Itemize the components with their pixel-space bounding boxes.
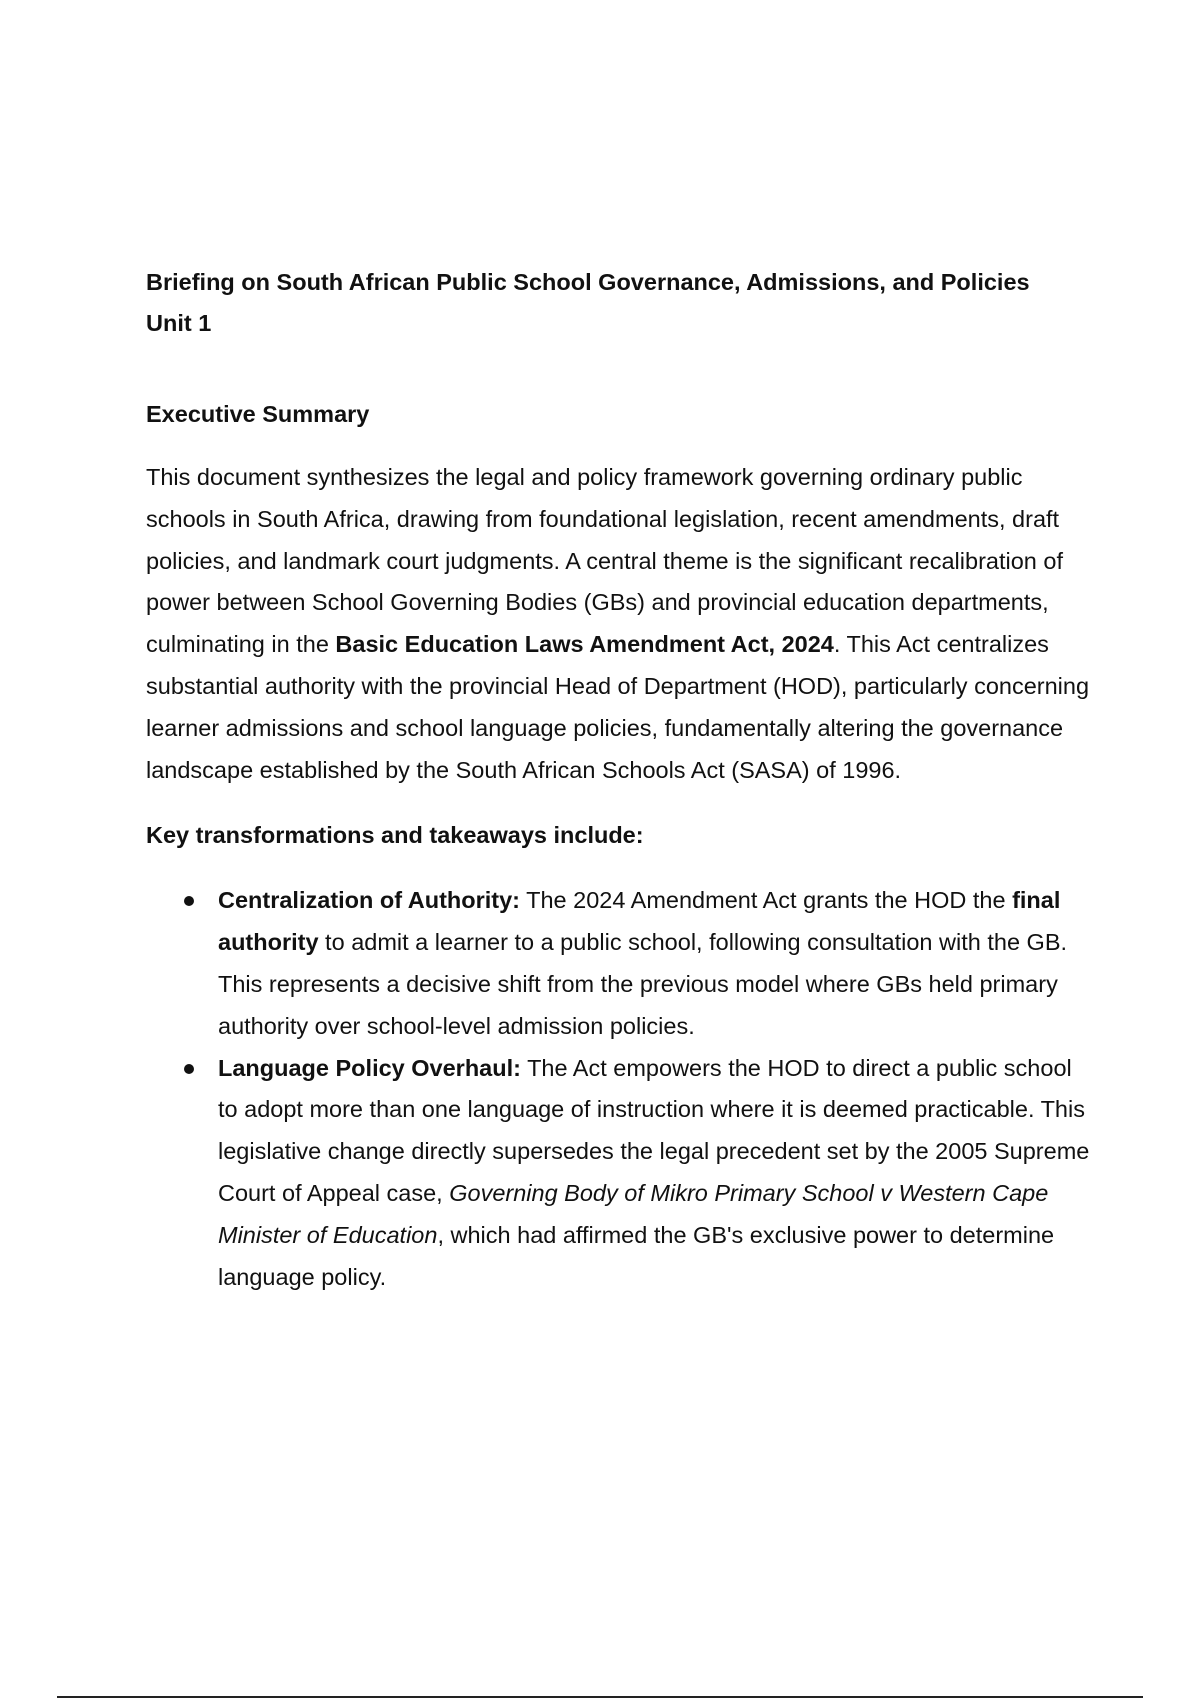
document-subtitle: Unit 1 — [146, 310, 212, 336]
bullet-text-part-2: to admit a learner to a public school, following consultation with the GB. This represents a decisive shift from the previous model where GBs held primary authority over school-level admission policies. — [218, 929, 1068, 1039]
key-transformations-list — [146, 880, 1096, 1298]
bullet-emphasis: final authority — [218, 887, 1061, 956]
list-item — [146, 880, 1096, 1047]
bullet-label: Centralization of Authority: — [218, 887, 521, 914]
bullet-icon — [184, 896, 194, 906]
document-page — [146, 262, 1096, 1298]
executive-summary-paragraph — [146, 457, 1096, 791]
key-transformations-heading: Key transformations and takeaways include: — [146, 822, 644, 849]
bullet-icon — [184, 1064, 194, 1074]
summary-text-part-2: . This Act centralizes substantial authority with the provincial Head of Department (HOD), particularly concerning learner admissions and school language policies, fundamentally altering the governance landscape established by the South African Schools Act (SASA) of 1996. — [146, 631, 1090, 783]
bullet-label: Language Policy Overhaul: — [218, 1054, 521, 1081]
list-item — [146, 1048, 1096, 1299]
page-bottom-divider — [57, 1696, 1143, 1698]
document-title-text: Briefing on South African Public School Governance, Admissions, and Policies — [146, 269, 1030, 295]
bullet-text-part-2: , which had affirmed the GB's exclusive power to determine language policy. — [218, 1221, 1055, 1290]
act-name: Basic Education Laws Amendment Act, 2024 — [335, 631, 834, 658]
summary-text-part-1: This document synthesizes the legal and policy framework governing ordinary public schools in South Africa, drawing from foundational legislation, recent amendments, draft policies, and landmark court judgments. A central theme is the significant recalibration of power between School Governing Bodies (GBs) and provincial education departments, culminating in the — [146, 464, 1063, 658]
document-title — [146, 262, 1096, 344]
case-citation: Governing Body of Mikro Primary School v Western Cape Minister of Education — [218, 1179, 1049, 1248]
bullet-text-part-1: The 2024 Amendment Act grants the HOD the — [520, 887, 1013, 914]
bullet-text-part-1: The Act empowers the HOD to direct a public school to adopt more than one language of instruction where it is deemed practicable. This legislative change directly supersedes the legal precedent set by the 2005 Supreme Court of Appeal case, — [218, 1054, 1090, 1206]
executive-summary-heading: Executive Summary — [146, 401, 370, 427]
